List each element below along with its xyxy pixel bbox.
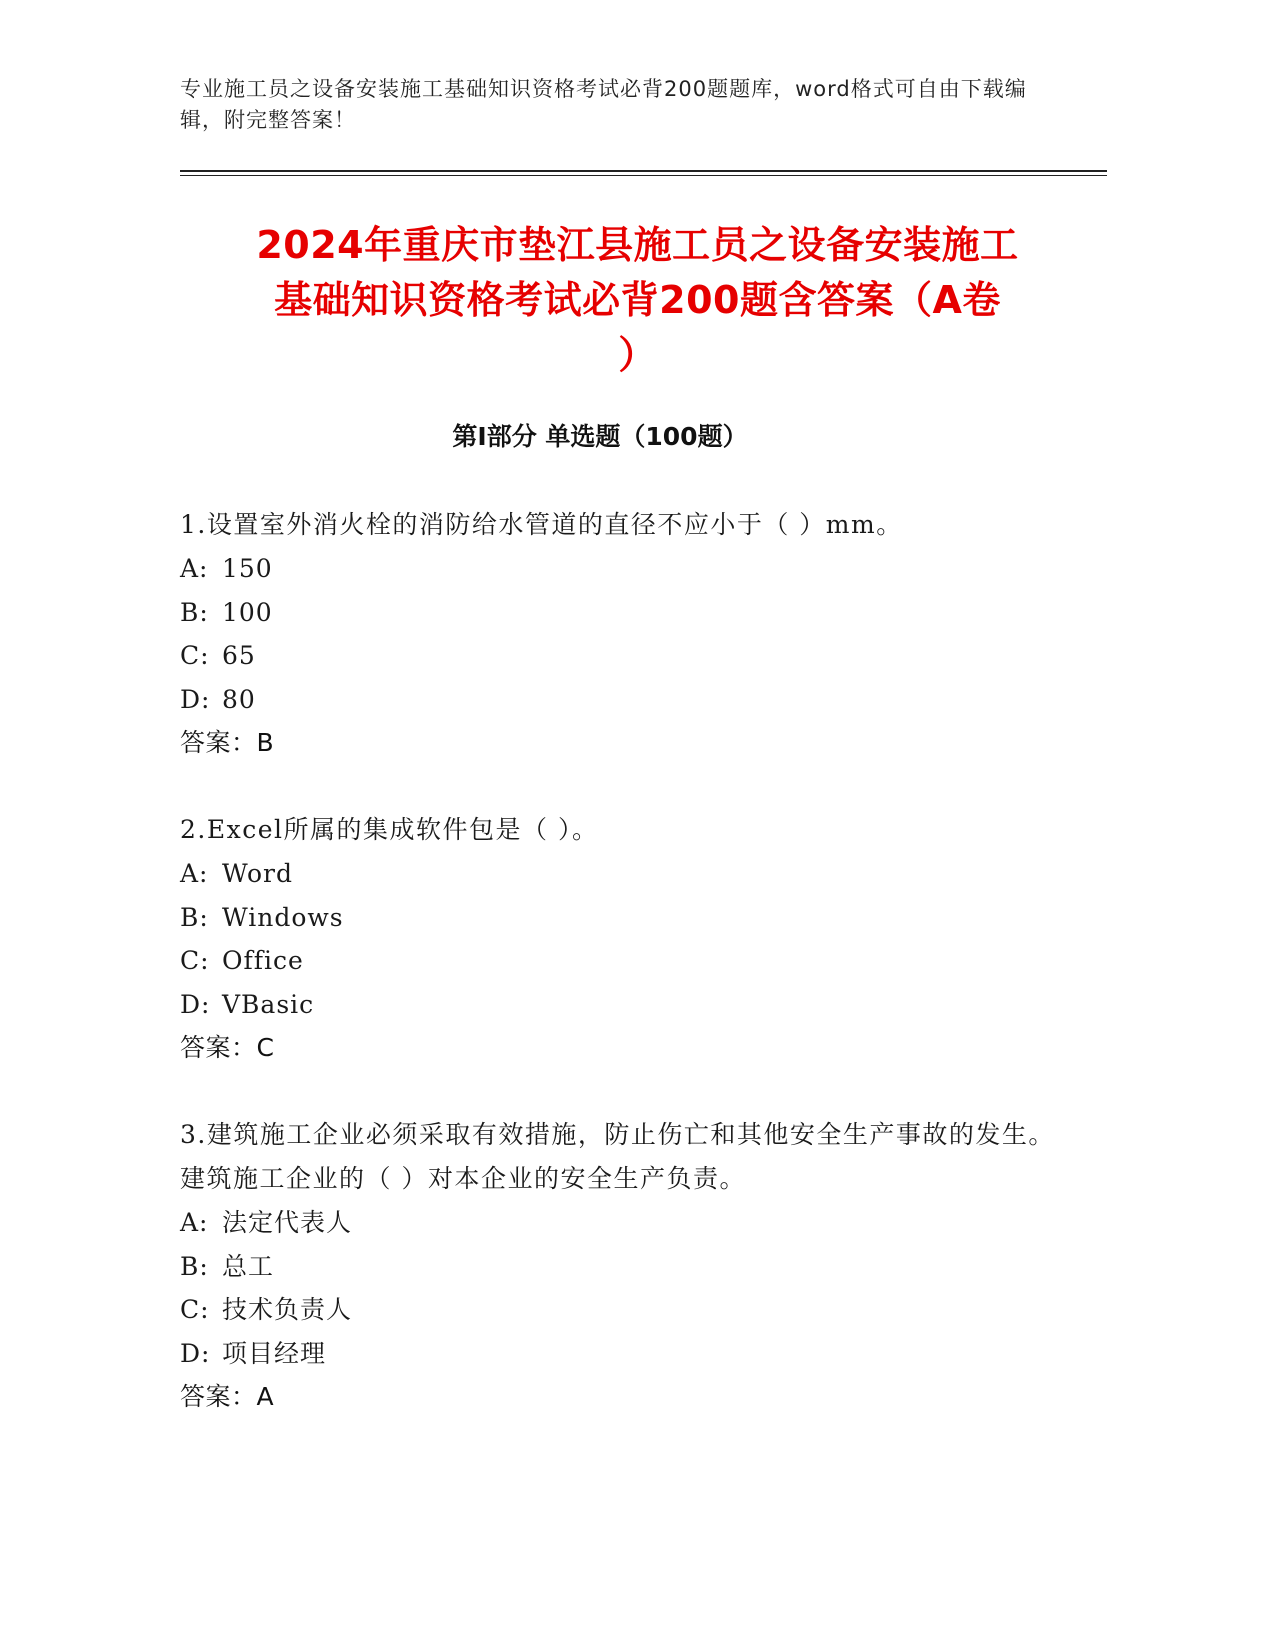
option-letter: A: — [180, 859, 209, 888]
option-letter: C: — [180, 641, 210, 670]
option-text: 项目经理 — [222, 1338, 327, 1368]
option-text: 100 — [222, 597, 273, 627]
title-line-2: 基础知识资格考试必背200题含答案（A卷 — [274, 278, 1001, 322]
document-title — [150, 218, 1125, 383]
option-text: 法定代表人 — [222, 1208, 353, 1237]
option-a — [180, 547, 1060, 591]
option-text: 技术负责人 — [222, 1295, 353, 1324]
option-text: Word — [222, 859, 294, 888]
option-text: 80 — [222, 684, 256, 714]
question-stem: 2.Excel所属的集成软件包是（ ）。 — [180, 815, 599, 844]
option-letter: C: — [180, 946, 210, 975]
option-text: 150 — [222, 554, 273, 583]
option-letter: A: — [180, 554, 209, 583]
question-stem: 1.设置室外消火栓的消防给水管道的直径不应小于（ ）mm。 — [180, 510, 903, 539]
header-divider-thick — [180, 170, 1107, 172]
title-line-1: 2024年重庆市垫江县施工员之设备安装施工 — [256, 223, 1019, 267]
option-b — [180, 591, 1060, 635]
option-text: Windows — [222, 902, 344, 932]
header-divider-thin — [180, 175, 1107, 176]
option-b — [180, 896, 1060, 940]
option-d — [180, 678, 1060, 722]
answer-line — [180, 1026, 1060, 1070]
section-title: 第Ⅰ部分 单选题（100题） — [452, 422, 748, 451]
option-text: VBasic — [222, 989, 315, 1019]
option-a — [180, 1201, 1060, 1245]
option-letter: D: — [180, 1338, 211, 1368]
option-b — [180, 1245, 1060, 1289]
option-d — [180, 983, 1060, 1027]
answer-label: 答案： — [180, 728, 257, 757]
question-3 — [180, 1113, 1060, 1419]
header-note: 专业施工员之设备安装施工基础知识资格考试必背200题题库，word格式可自由下载编辑，附完整答案！ — [180, 77, 1027, 132]
answer-label: 答案： — [180, 1382, 257, 1411]
option-text: 65 — [222, 641, 256, 670]
answer-value: A — [256, 1382, 275, 1411]
option-letter: C: — [180, 1295, 210, 1324]
question-stem: 3.建筑施工企业必须采取有效措施，防止伤亡和其他安全生产事故的发生。建筑施工企业的（ ）对本企业的安全生产负责。 — [180, 1120, 1055, 1193]
question-1 — [180, 503, 1060, 765]
answer-line — [180, 1375, 1060, 1419]
option-letter: B: — [180, 1251, 209, 1281]
option-letter: D: — [180, 989, 211, 1019]
answer-label: 答案： — [180, 1033, 257, 1062]
option-letter: D: — [180, 684, 211, 714]
option-c — [180, 1288, 1060, 1332]
option-a — [180, 852, 1060, 896]
option-text: 总工 — [222, 1251, 275, 1281]
option-letter: B: — [180, 902, 209, 932]
answer-line — [180, 721, 1060, 765]
answer-value: B — [256, 728, 275, 757]
answer-value: C — [256, 1033, 275, 1062]
option-c — [180, 939, 1060, 983]
option-text: Office — [222, 946, 304, 975]
option-letter: A: — [180, 1208, 209, 1237]
option-d — [180, 1332, 1060, 1376]
option-c — [180, 634, 1060, 678]
option-letter: B: — [180, 597, 209, 627]
question-2 — [180, 808, 1060, 1070]
title-line-3: ） — [618, 333, 657, 377]
